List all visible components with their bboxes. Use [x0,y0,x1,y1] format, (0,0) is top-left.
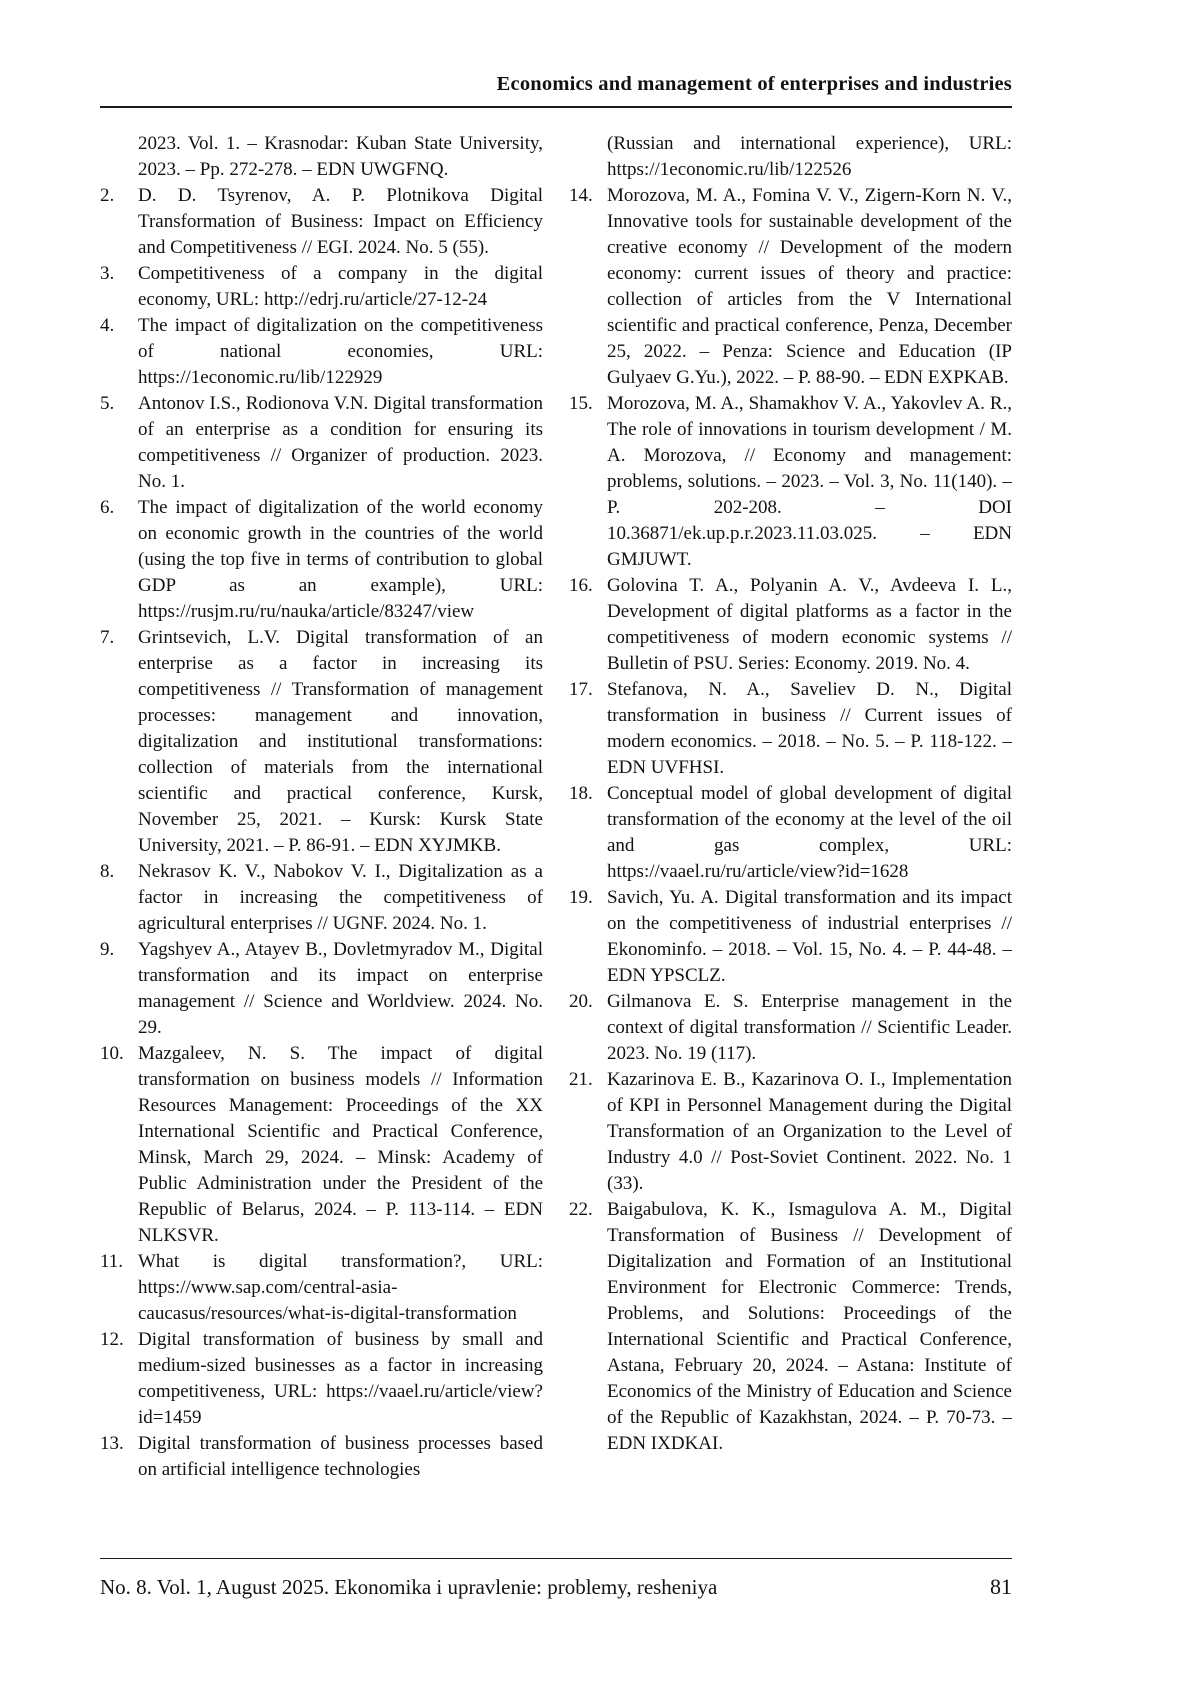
reference-item [569,391,1012,573]
reference-item [100,495,543,625]
reference-text: D. D. Tsyrenov, A. P. Plotnikova Digital Transformation of Business: Impact on Efficiency and Competitiveness // EGI. 2024. No. 5 (55). [138,185,543,258]
reference-text: Gilmanova E. S. Enterprise management in the context of digital transformation // Scientific Leader. 2023. No. 19 (117). [607,991,1012,1064]
reference-number: 16. [569,575,593,596]
page-footer [100,1558,1012,1600]
reference-item [569,677,1012,781]
reference-text: Golovina T. A., Polyanin A. V., Avdeeva I. L., Development of digital platforms as a factor in the competitiveness of modern economic systems // Bulletin of PSU. Series: Economy. 2019. No. 4. [607,575,1012,674]
reference-number: 19. [569,887,593,908]
reference-number: 22. [569,1199,593,1220]
reference-number: 20. [569,991,593,1012]
reference-text: What is digital transformation?, URL: https://www.sap.com/central-asia-caucasus/resources/what-is-digital-transformation [138,1251,543,1324]
reference-number: 2. [100,185,115,206]
footer-divider [100,1558,1012,1559]
reference-item [100,859,543,937]
footer-page-number: 81 [990,1574,1012,1599]
reference-number: 3. [100,263,115,284]
reference-text: Nekrasov K. V., Nabokov V. I., Digitalization as a factor in increasing the competitiveness of agricultural enterprises // UGNF. 2024. No. 1. [138,861,543,934]
reference-item [100,937,543,1041]
reference-text: Yagshyev A., Atayev B., Dovletmyradov M., Digital transformation and its impact on enterprise management // Science and Worldview. 2024. No. 29. [138,939,543,1038]
reference-number: 10. [100,1043,124,1064]
reference-number: 13. [100,1433,124,1454]
reference-text: Grintsevich, L.V. Digital transformation of an enterprise as a factor in increasing its competitiveness // Transformation of management processes: management and innovation, digitalization and institutional transformations: collection of materials from the international scientific and practical conference, Kursk, November 25, 2021. – Kursk: Kursk State University, 2021. – P. 86-91. – EDN XYJMKB. [138,627,543,856]
reference-text: Digital transformation of business processes based on artificial intelligence technologies [138,1433,543,1480]
reference-text: The impact of digitalization on the competitiveness of national economies, URL: https://1economic.ru/lib/122929 [138,315,543,388]
reference-text: (Russian and international experience), URL: https://1economic.ru/lib/122526 [607,133,1012,180]
reference-item [569,1197,1012,1457]
reference-number: 18. [569,783,593,804]
reference-item [100,1431,543,1483]
reference-item [100,313,543,391]
reference-number: 21. [569,1069,593,1090]
page-header-title: Economics and management of enterprises and industries [496,73,1012,95]
reference-number: 12. [100,1329,124,1350]
reference-item [569,131,1012,183]
reference-number: 11. [100,1251,124,1272]
reference-text: Baigabulova, K. K., Ismagulova A. M., Digital Transformation of Business // Development of Digitalization and Formation of an Institutional Environment for Electronic Commerce: Trends, Problems, and Solutions: Proceedings of the International Scientific and Practical Conference, Astana, February 20, 2024. – Astana: Institute of Economics of the Ministry of Education and Science of the Republic of Kazakhstan, 2024. – P. 70-73. – EDN IXDKAI. [607,1199,1012,1454]
reference-text: Morozova, M. A., Shamakhov V. A., Yakovlev A. R., The role of innovations in tourism development / M. A. Morozova, // Economy and management: problems, solutions. – 2023. – Vol. 3, No. 11(140). – P. 202-208. – DOI 10.36871/ek.up.p.r.2023.11.03.025. – EDN GMJUWT. [607,393,1012,570]
reference-text: Morozova, M. A., Fomina V. V., Zigern-Korn N. V., Innovative tools for sustainable development of the creative economy // Development of the modern economy: current issues of theory and practice: collection of articles from the V International scientific and practical conference, Penza, December 25, 2022. – Penza: Science and Education (IP Gulyaev G.Yu.), 2022. – P. 88-90. – EDN EXPKAB. [607,185,1012,388]
reference-item [100,1041,543,1249]
references-right-column [569,131,1012,1483]
reference-text: Competitiveness of a company in the digital economy, URL: http://edrj.ru/article/27-12-24 [138,263,543,310]
reference-item [569,1067,1012,1197]
reference-number: 7. [100,627,115,648]
reference-item [100,625,543,859]
reference-item [569,989,1012,1067]
reference-number: 14. [569,185,593,206]
reference-item [569,183,1012,391]
reference-item [100,183,543,261]
reference-item [100,1327,543,1431]
reference-text: Digital transformation of business by small and medium-sized businesses as a factor in increasing competitiveness, URL: https://vaael.ru/article/view?id=1459 [138,1329,543,1428]
reference-number: 9. [100,939,115,960]
reference-number: 15. [569,393,593,414]
reference-item [100,261,543,313]
reference-text: Mazgaleev, N. S. The impact of digital transformation on business models // Information Resources Management: Proceedings of the XX International Scientific and Practical Conference, Minsk, March 29, 2024. – Minsk: Academy of Public Administration under the President of the Republic of Belarus, 2024. – P. 113-114. – EDN NLKSVR. [138,1043,543,1246]
reference-item [569,781,1012,885]
reference-item [569,885,1012,989]
footer-journal-info: No. 8. Vol. 1, August 2025. Ekonomika i upravlenie: problemy, resheniya [100,1575,718,1599]
header-divider [100,106,1012,108]
reference-item [569,573,1012,677]
reference-item [100,131,543,183]
reference-number: 8. [100,861,115,882]
reference-text: The impact of digitalization of the world economy on economic growth in the countries of the world (using the top five in terms of contribution to global GDP as an example), URL: https://rusjm.ru/ru/nauka/article/83247/view [138,497,543,622]
reference-number: 6. [100,497,115,518]
reference-item [100,391,543,495]
reference-number: 5. [100,393,115,414]
reference-number: 4. [100,315,115,336]
page-header [100,72,1012,108]
reference-item [100,1249,543,1327]
reference-text: Kazarinova E. B., Kazarinova O. I., Implementation of KPI in Personnel Management during the Digital Transformation of an Organization to the Level of Industry 4.0 // Post-Soviet Continent. 2022. No. 1 (33). [607,1069,1012,1194]
reference-number: 17. [569,679,593,700]
reference-text: Stefanova, N. A., Saveliev D. N., Digital transformation in business // Current issues of modern economics. – 2018. – No. 5. – P. 118-122. – EDN UVFHSI. [607,679,1012,778]
reference-text: 2023. Vol. 1. – Krasnodar: Kuban State University, 2023. – Pp. 272-278. – EDN UWGFNQ. [138,133,543,180]
references-left-column [100,131,543,1483]
reference-text: Antonov I.S., Rodionova V.N. Digital transformation of an enterprise as a condition for ensuring its competitiveness // Organizer of production. 2023. No. 1. [138,393,543,492]
references-columns [100,131,1012,1483]
reference-text: Savich, Yu. A. Digital transformation and its impact on the competitiveness of industrial enterprises // Ekonominfo. – 2018. – Vol. 15, No. 4. – P. 44-48. – EDN YPSCLZ. [607,887,1012,986]
reference-text: Conceptual model of global development of digital transformation of the economy at the level of the oil and gas complex, URL: https://vaael.ru/ru/article/view?id=1628 [607,783,1012,882]
